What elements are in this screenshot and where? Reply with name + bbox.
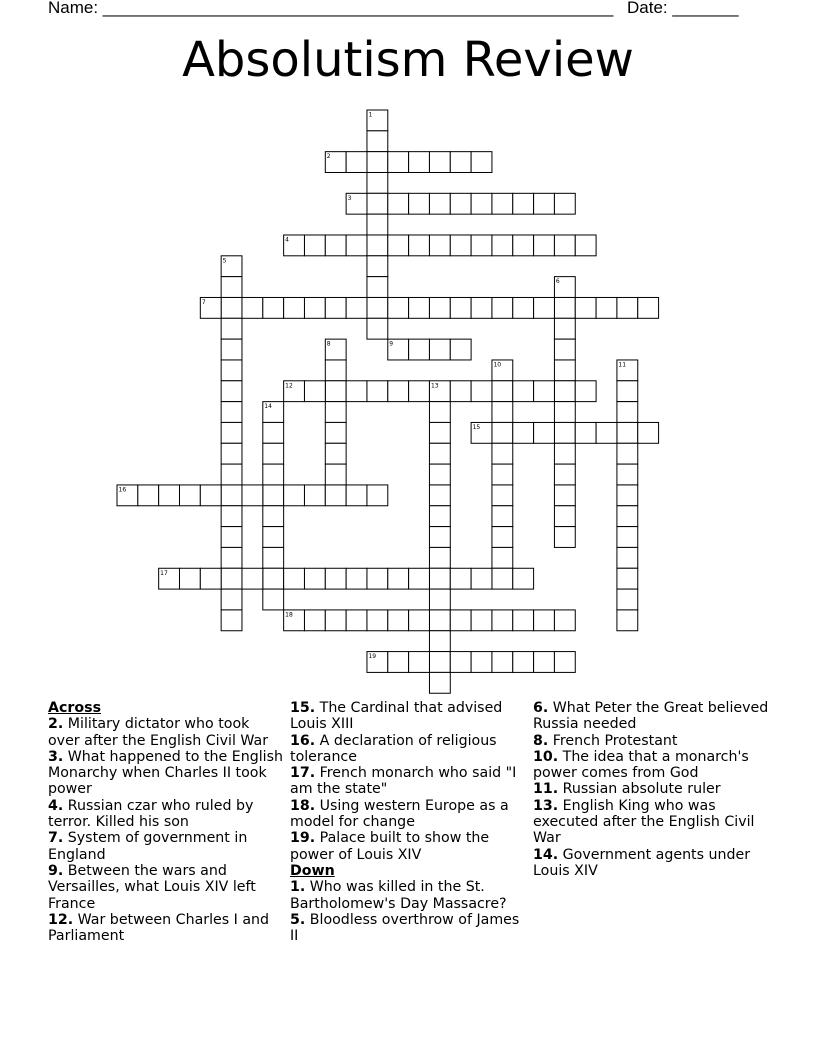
clue-number-label: 13 bbox=[430, 382, 439, 390]
clue-column-2 bbox=[290, 700, 522, 944]
grid-cell[interactable] bbox=[492, 402, 513, 423]
grid-cell[interactable] bbox=[575, 235, 596, 256]
grid-cell[interactable] bbox=[304, 610, 325, 631]
grid-cell[interactable] bbox=[221, 381, 242, 402]
clue-item bbox=[533, 798, 773, 847]
grid-cell[interactable] bbox=[450, 152, 471, 173]
grid-cell[interactable] bbox=[492, 652, 513, 673]
grid-cell[interactable] bbox=[200, 568, 221, 589]
grid-cell[interactable] bbox=[554, 381, 575, 402]
clue-number: 17. bbox=[290, 765, 316, 782]
grid-cell[interactable] bbox=[429, 339, 450, 360]
grid-cell[interactable] bbox=[534, 235, 555, 256]
clue-text: Russian absolute ruler bbox=[558, 781, 721, 798]
grid-cell[interactable] bbox=[367, 214, 388, 235]
grid-cell[interactable] bbox=[367, 277, 388, 298]
grid-cell[interactable] bbox=[388, 381, 409, 402]
grid-cell[interactable] bbox=[554, 506, 575, 527]
clue-number-label: 7 bbox=[201, 298, 206, 306]
grid-cell[interactable] bbox=[263, 547, 284, 568]
clue-text: French monarch who said "I am the state" bbox=[290, 765, 517, 798]
grid-cell[interactable] bbox=[596, 422, 617, 443]
grid-cell[interactable] bbox=[513, 610, 534, 631]
grid-cell[interactable] bbox=[554, 485, 575, 506]
grid-cell[interactable] bbox=[179, 485, 200, 506]
grid-cell[interactable] bbox=[554, 193, 575, 214]
clue-text: What Peter the Great believed Russia needed bbox=[533, 700, 769, 733]
grid-cell[interactable] bbox=[325, 464, 346, 485]
clue-number: 14. bbox=[533, 846, 559, 863]
grid-cell[interactable] bbox=[304, 381, 325, 402]
clue-text: Palace built to show the power of Louis XIV bbox=[290, 830, 490, 863]
grid-cell[interactable] bbox=[554, 527, 575, 548]
down-heading: Down bbox=[290, 862, 335, 879]
clue-text: Military dictator who took over after the English Civil War bbox=[48, 716, 269, 749]
grid-cell[interactable] bbox=[221, 443, 242, 464]
grid-cell[interactable] bbox=[492, 297, 513, 318]
grid-cell[interactable] bbox=[221, 547, 242, 568]
clue-item bbox=[290, 830, 522, 863]
grid-cell[interactable] bbox=[513, 193, 534, 214]
grid-cell[interactable] bbox=[388, 235, 409, 256]
clue-number-label: 1 bbox=[368, 111, 373, 119]
grid-cell[interactable] bbox=[617, 547, 638, 568]
grid-cell[interactable] bbox=[429, 527, 450, 548]
grid-cell[interactable] bbox=[367, 381, 388, 402]
grid-cell[interactable] bbox=[284, 297, 305, 318]
grid-cell[interactable] bbox=[242, 485, 263, 506]
clue-number-label: 19 bbox=[368, 653, 377, 661]
grid-cell[interactable] bbox=[513, 297, 534, 318]
grid-cell[interactable] bbox=[367, 235, 388, 256]
grid-cell[interactable] bbox=[429, 568, 450, 589]
grid-cell[interactable] bbox=[513, 381, 534, 402]
clue-item bbox=[48, 798, 283, 831]
grid-cell[interactable] bbox=[325, 610, 346, 631]
grid-cell[interactable] bbox=[471, 568, 492, 589]
grid-cell[interactable] bbox=[617, 506, 638, 527]
grid-cell[interactable] bbox=[450, 381, 471, 402]
clue-item bbox=[533, 847, 773, 880]
grid-cell[interactable] bbox=[346, 485, 367, 506]
grid-cell[interactable] bbox=[617, 610, 638, 631]
clue-item bbox=[290, 798, 522, 831]
grid-cell[interactable] bbox=[367, 485, 388, 506]
grid-cell[interactable] bbox=[409, 152, 430, 173]
clue-text: English King who was executed after the English Civil War bbox=[533, 797, 755, 847]
date-field[interactable]: Date: _______ bbox=[627, 0, 739, 17]
grid-cell[interactable] bbox=[429, 297, 450, 318]
grid-cell[interactable] bbox=[159, 485, 180, 506]
grid-cell[interactable] bbox=[534, 193, 555, 214]
clue-number-label: 16 bbox=[118, 486, 127, 494]
grid-cell[interactable] bbox=[304, 485, 325, 506]
grid-cell[interactable] bbox=[367, 131, 388, 152]
clue-number-label: 11 bbox=[618, 361, 627, 369]
clue-text: French Protestant bbox=[548, 732, 678, 749]
across-heading: Across bbox=[48, 700, 102, 716]
grid-cell[interactable] bbox=[638, 297, 659, 318]
clue-number: 4. bbox=[48, 797, 64, 814]
clue-number: 10. bbox=[533, 748, 559, 765]
grid-cell[interactable] bbox=[242, 568, 263, 589]
clue-number: 5. bbox=[290, 911, 306, 928]
grid-cell[interactable] bbox=[429, 672, 450, 693]
grid-cell[interactable] bbox=[388, 610, 409, 631]
grid-cell[interactable] bbox=[617, 464, 638, 485]
grid-cell[interactable] bbox=[534, 297, 555, 318]
grid-cell[interactable] bbox=[513, 652, 534, 673]
grid-cell[interactable] bbox=[471, 193, 492, 214]
grid-cell[interactable] bbox=[492, 464, 513, 485]
grid-cell[interactable] bbox=[346, 235, 367, 256]
grid-cell[interactable] bbox=[492, 381, 513, 402]
clue-number: 8. bbox=[533, 732, 549, 749]
grid-cell[interactable] bbox=[429, 589, 450, 610]
grid-cell[interactable] bbox=[325, 402, 346, 423]
clue-text: The idea that a monarch's power comes from God bbox=[533, 748, 749, 782]
grid-cell[interactable] bbox=[554, 443, 575, 464]
grid-cell[interactable] bbox=[325, 381, 346, 402]
clue-text: The Cardinal that advised Louis XIII bbox=[290, 700, 503, 733]
grid-cell[interactable] bbox=[617, 589, 638, 610]
grid-cell[interactable] bbox=[367, 297, 388, 318]
clue-text: Bloodless overthrow of James II bbox=[290, 911, 520, 945]
grid-cell[interactable] bbox=[492, 235, 513, 256]
grid-cell[interactable] bbox=[263, 589, 284, 610]
grid-cell[interactable] bbox=[367, 318, 388, 339]
clue-number: 6. bbox=[533, 700, 549, 716]
grid-cell[interactable] bbox=[263, 506, 284, 527]
clue-text: War between Charles I and Parliament bbox=[48, 911, 270, 945]
grid-cell[interactable] bbox=[429, 152, 450, 173]
grid-cell[interactable] bbox=[409, 568, 430, 589]
clue-number: 12. bbox=[48, 911, 74, 928]
grid-cell[interactable] bbox=[346, 297, 367, 318]
grid-cell[interactable] bbox=[346, 381, 367, 402]
grid-cell[interactable] bbox=[388, 568, 409, 589]
grid-cell[interactable] bbox=[179, 568, 200, 589]
clue-number-label: 6 bbox=[555, 278, 560, 286]
grid-cell[interactable] bbox=[429, 547, 450, 568]
grid-cell[interactable] bbox=[429, 235, 450, 256]
grid-cell[interactable] bbox=[221, 568, 242, 589]
grid-cell[interactable] bbox=[450, 193, 471, 214]
grid-cell[interactable] bbox=[429, 610, 450, 631]
grid-cell[interactable] bbox=[575, 422, 596, 443]
clue-number-label: 5 bbox=[222, 257, 227, 265]
grid-cell[interactable] bbox=[534, 381, 555, 402]
grid-cell[interactable] bbox=[554, 235, 575, 256]
grid-cell[interactable] bbox=[471, 297, 492, 318]
grid-cell[interactable] bbox=[471, 610, 492, 631]
grid-cell[interactable] bbox=[284, 568, 305, 589]
grid-cell[interactable] bbox=[409, 339, 430, 360]
clue-item bbox=[533, 733, 773, 749]
clue-text: A declaration of religious tolerance bbox=[290, 732, 497, 765]
grid-cell[interactable] bbox=[429, 652, 450, 673]
grid-cell[interactable] bbox=[450, 339, 471, 360]
clue-item bbox=[290, 765, 522, 798]
grid-cell[interactable] bbox=[554, 402, 575, 423]
grid-cell[interactable] bbox=[492, 506, 513, 527]
grid-cell[interactable] bbox=[325, 297, 346, 318]
clue-item bbox=[533, 781, 773, 797]
grid-cell[interactable] bbox=[492, 193, 513, 214]
page-title: Absolutism Review bbox=[182, 32, 634, 88]
grid-cell[interactable] bbox=[554, 610, 575, 631]
grid-cell[interactable] bbox=[471, 381, 492, 402]
clue-number-label: 18 bbox=[285, 611, 293, 619]
clue-number: 13. bbox=[533, 797, 559, 814]
clue-text: Russian czar who ruled by terror. Killed his son bbox=[48, 797, 254, 831]
grid-cell[interactable] bbox=[617, 422, 638, 443]
clue-number-label: 12 bbox=[285, 382, 293, 390]
grid-cell[interactable] bbox=[429, 443, 450, 464]
clue-number-label: 8 bbox=[326, 340, 331, 348]
grid-cell[interactable] bbox=[325, 443, 346, 464]
clue-item bbox=[48, 716, 283, 749]
clue-number: 11. bbox=[533, 781, 559, 798]
grid-cell[interactable] bbox=[221, 464, 242, 485]
grid-cell[interactable] bbox=[554, 464, 575, 485]
grid-cell[interactable] bbox=[263, 443, 284, 464]
grid-cell[interactable] bbox=[617, 402, 638, 423]
grid-cell[interactable] bbox=[263, 297, 284, 318]
clue-item bbox=[290, 912, 522, 945]
clue-item bbox=[48, 912, 283, 945]
grid-cell[interactable] bbox=[617, 527, 638, 548]
grid-cell[interactable] bbox=[534, 610, 555, 631]
clue-number-label: 9 bbox=[389, 340, 394, 348]
clue-number-label: 14 bbox=[264, 403, 272, 411]
grid-cell[interactable] bbox=[409, 381, 430, 402]
grid-cell[interactable] bbox=[409, 235, 430, 256]
grid-cell[interactable] bbox=[554, 339, 575, 360]
grid-cell[interactable] bbox=[221, 339, 242, 360]
name-field[interactable]: Name: ______________________________________________________ bbox=[48, 0, 614, 17]
grid-cell[interactable] bbox=[367, 568, 388, 589]
grid-cell[interactable] bbox=[575, 297, 596, 318]
clue-number: 15. bbox=[290, 700, 316, 716]
clue-number: 3. bbox=[48, 748, 64, 765]
grid-cell[interactable] bbox=[429, 506, 450, 527]
grid-cell[interactable] bbox=[596, 297, 617, 318]
grid-cell[interactable] bbox=[263, 568, 284, 589]
grid-cell[interactable] bbox=[617, 297, 638, 318]
grid-cell[interactable] bbox=[409, 297, 430, 318]
grid-cell[interactable] bbox=[471, 235, 492, 256]
grid-cell[interactable] bbox=[471, 152, 492, 173]
grid-cell[interactable] bbox=[554, 297, 575, 318]
grid-cell[interactable] bbox=[471, 652, 492, 673]
clue-item bbox=[48, 749, 283, 798]
clue-column-3 bbox=[533, 700, 773, 879]
clue-number-label: 3 bbox=[347, 194, 352, 202]
clue-text: What happened to the English Monarchy when Charles II took power bbox=[48, 748, 283, 798]
grid-cell[interactable] bbox=[429, 485, 450, 506]
clue-item bbox=[290, 733, 522, 766]
grid-cell[interactable] bbox=[554, 422, 575, 443]
grid-cell[interactable] bbox=[346, 610, 367, 631]
grid-cell[interactable] bbox=[325, 422, 346, 443]
grid-cell[interactable] bbox=[367, 193, 388, 214]
grid-cell[interactable] bbox=[409, 193, 430, 214]
grid-cell[interactable] bbox=[638, 422, 659, 443]
grid-cell[interactable] bbox=[388, 297, 409, 318]
grid-cell[interactable] bbox=[492, 485, 513, 506]
grid-cell[interactable] bbox=[617, 381, 638, 402]
grid-cell[interactable] bbox=[492, 527, 513, 548]
grid-cell[interactable] bbox=[388, 193, 409, 214]
clue-number-label: 17 bbox=[160, 569, 168, 577]
grid-cell[interactable] bbox=[367, 256, 388, 277]
grid-cell[interactable] bbox=[346, 568, 367, 589]
clue-item bbox=[533, 749, 773, 782]
grid-cell[interactable] bbox=[617, 568, 638, 589]
grid-cell[interactable] bbox=[221, 297, 242, 318]
grid-cell[interactable] bbox=[450, 235, 471, 256]
grid-cell[interactable] bbox=[534, 652, 555, 673]
grid-cell[interactable] bbox=[263, 464, 284, 485]
grid-cell[interactable] bbox=[409, 652, 430, 673]
clue-item bbox=[290, 879, 522, 912]
grid-cell[interactable] bbox=[304, 568, 325, 589]
grid-cell[interactable] bbox=[492, 547, 513, 568]
grid-cell[interactable] bbox=[409, 610, 430, 631]
grid-cell[interactable] bbox=[513, 235, 534, 256]
grid-cell[interactable] bbox=[492, 443, 513, 464]
clue-number-label: 4 bbox=[285, 236, 289, 244]
clue-number: 9. bbox=[48, 862, 64, 879]
clue-number: 18. bbox=[290, 797, 316, 814]
grid-cell[interactable] bbox=[492, 422, 513, 443]
clue-number-label: 2 bbox=[326, 153, 331, 161]
grid-cell[interactable] bbox=[304, 235, 325, 256]
clue-number-label: 10 bbox=[493, 361, 502, 369]
clue-item bbox=[48, 863, 283, 912]
grid-cell[interactable] bbox=[284, 485, 305, 506]
grid-cell[interactable] bbox=[263, 485, 284, 506]
grid-cell[interactable] bbox=[221, 527, 242, 548]
grid-cell[interactable] bbox=[492, 610, 513, 631]
clue-item bbox=[290, 700, 522, 733]
grid-cell[interactable] bbox=[325, 360, 346, 381]
grid-cell[interactable] bbox=[221, 485, 242, 506]
grid-cell[interactable] bbox=[554, 318, 575, 339]
grid-cell[interactable] bbox=[221, 360, 242, 381]
grid-cell[interactable] bbox=[263, 527, 284, 548]
grid-cell[interactable] bbox=[325, 485, 346, 506]
clue-text: Using western Europe as a model for change bbox=[290, 797, 509, 831]
grid-cell[interactable] bbox=[221, 422, 242, 443]
grid-cell[interactable] bbox=[367, 172, 388, 193]
grid-cell[interactable] bbox=[429, 402, 450, 423]
grid-cell[interactable] bbox=[492, 568, 513, 589]
clue-number: 2. bbox=[48, 716, 64, 733]
grid-cell[interactable] bbox=[221, 402, 242, 423]
grid-cell[interactable] bbox=[429, 193, 450, 214]
clue-text: Between the wars and Versailles, what Louis XIV left France bbox=[48, 862, 256, 912]
grid-cell[interactable] bbox=[617, 485, 638, 506]
grid-cell[interactable] bbox=[554, 360, 575, 381]
clue-item bbox=[533, 700, 773, 733]
grid-cell[interactable] bbox=[513, 422, 534, 443]
grid-cell[interactable] bbox=[388, 152, 409, 173]
grid-cell[interactable] bbox=[200, 485, 221, 506]
clue-text: Government agents under Louis XIV bbox=[533, 846, 751, 879]
clue-number: 19. bbox=[290, 830, 316, 847]
grid-cell[interactable] bbox=[304, 297, 325, 318]
grid-cell[interactable] bbox=[221, 610, 242, 631]
clue-number: 16. bbox=[290, 732, 316, 749]
grid-cell[interactable] bbox=[263, 422, 284, 443]
clue-item bbox=[48, 830, 283, 863]
clue-text: System of government in England bbox=[48, 830, 248, 863]
grid-cell[interactable] bbox=[221, 506, 242, 527]
grid-cell[interactable] bbox=[450, 297, 471, 318]
grid-cell[interactable] bbox=[367, 610, 388, 631]
clue-column-1 bbox=[48, 700, 283, 944]
clue-number: 7. bbox=[48, 830, 64, 847]
grid-cell[interactable] bbox=[534, 422, 555, 443]
grid-cell[interactable] bbox=[554, 652, 575, 673]
grid-cell[interactable] bbox=[367, 152, 388, 173]
grid-cell[interactable] bbox=[575, 381, 596, 402]
grid-cell[interactable] bbox=[388, 652, 409, 673]
grid-cell[interactable] bbox=[617, 443, 638, 464]
grid-cell[interactable] bbox=[221, 277, 242, 298]
grid-cell[interactable] bbox=[325, 568, 346, 589]
grid-cell[interactable] bbox=[429, 464, 450, 485]
grid-cell[interactable] bbox=[325, 235, 346, 256]
grid-cell[interactable] bbox=[429, 422, 450, 443]
clue-text: Who was killed in the St. Bartholomew's Day Massacre? bbox=[290, 879, 507, 912]
grid-cell[interactable] bbox=[346, 152, 367, 173]
grid-cell[interactable] bbox=[138, 485, 159, 506]
grid-cell[interactable] bbox=[429, 631, 450, 652]
clue-number: 1. bbox=[290, 879, 306, 896]
grid-cell[interactable] bbox=[450, 568, 471, 589]
grid-cell[interactable] bbox=[513, 568, 534, 589]
grid-cell[interactable] bbox=[242, 297, 263, 318]
grid-cell[interactable] bbox=[450, 610, 471, 631]
grid-cell[interactable] bbox=[450, 652, 471, 673]
clue-number-label: 15 bbox=[472, 423, 481, 431]
grid-cell[interactable] bbox=[221, 589, 242, 610]
grid-cell[interactable] bbox=[221, 318, 242, 339]
